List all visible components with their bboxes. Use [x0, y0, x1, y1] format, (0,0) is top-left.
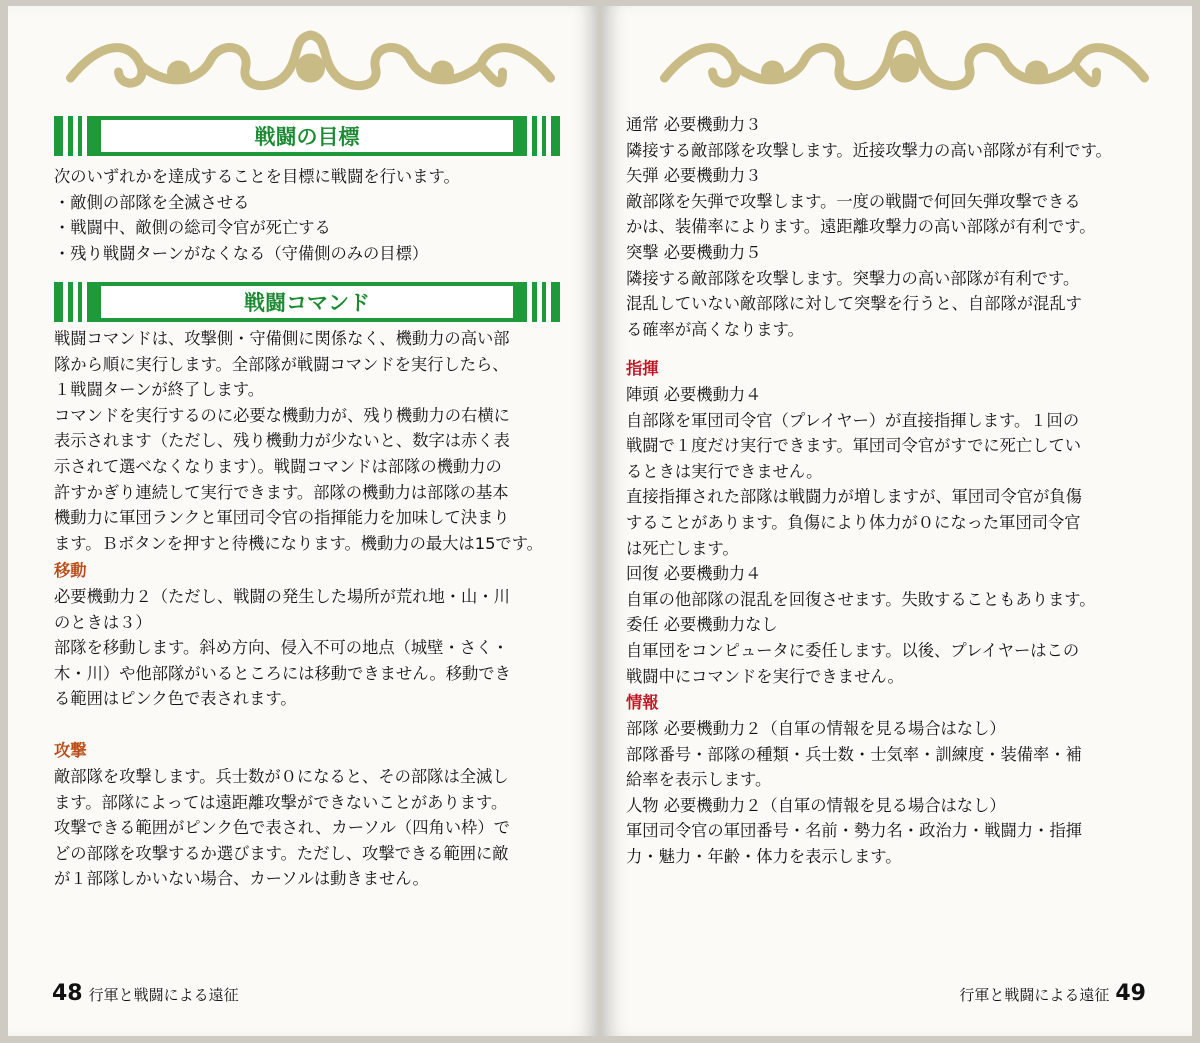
- info-heading: 情報: [626, 693, 659, 712]
- ornament-scroll-icon: [58, 20, 563, 100]
- attack-heading: 攻撃: [54, 741, 87, 760]
- move-heading: 移動: [54, 561, 87, 580]
- section-header-battle-goal: [54, 116, 560, 156]
- page-number: 49: [1115, 981, 1146, 1006]
- command-intro-text: 戦闘コマンドは、攻撃側・守備側に関係なく、機動力の高い部 隊から順に実行します。全部隊が戦闘コマンドを実行したら、 １戦闘ターンが終了します。 コマンドを実行するのに必要な機動力が、残り機動力の右横に 表示されます（ただし、残り機動力が少ないと、数字は赤く表 示されて選べなくなります）。戦闘コマンドは部隊の機動力の 許すかぎり連続して実行できます。部隊の機動力は部隊の基本 機動力に軍団ランクと軍団司令官の指揮能力を加味して決まり ます。Ｂボタンを押すと待機になります。機動力の最大は15です。: [54, 329, 543, 553]
- left-footer: [52, 981, 239, 1006]
- right-page: [602, 6, 1192, 1036]
- attack-options-text: 通常 必要機動力３ 隣接する敵部隊を攻撃します。近接攻撃力の高い部隊が有利です。 矢弾 必要機動力３ 敵部隊を矢弾で攻撃します。一度の戦闘で何回矢弾攻撃できる かは、装備率によります。遠距離攻撃力の高い部隊が有利です。 突撃 必要機動力５ 隣接する敵部隊を攻撃します。突撃力の高い部隊が有利です。 混乱していない敵部隊に対して突撃を行うと、自部隊が混乱す る確率が高くなります。: [626, 115, 1112, 339]
- command-heading: 指揮: [626, 359, 659, 378]
- info-options-text: 部隊 必要機動力２（自軍の情報を見る場合はなし） 部隊番号・部隊の種類・兵士数・士気率・訓練度・装備率・補 給率を表示します。 人物 必要機動力２（自軍の情報を見る場合はなし） 軍団司令官の軍団番号・名前・勢力名・政治力・戦闘力・指揮 力・魅力・年齢・体力を表示します。: [626, 719, 1082, 866]
- ornament-scroll-icon: [652, 20, 1157, 100]
- page-number: 48: [52, 981, 83, 1006]
- move-text: 必要機動力２（ただし、戦闘の発生した場所が荒れ地・山・川 のときは３） 部隊を移動します。斜め方向、侵入不可の地点（城壁・さく・ 木・川）や他部隊がいるところには移動できません。移動でき る範囲はピンク色で表されます。: [54, 587, 511, 709]
- goal-text: 次のいずれかを達成することを目標に戦闘を行います。 ・敵側の部隊を全滅させる ・戦闘中、敵側の総司令官が死亡する ・残り戦闘ターンがなくなる（守備側のみの目標）: [54, 167, 460, 263]
- section-header-text: 戦闘の目標: [98, 120, 516, 152]
- section-header-battle-command: [54, 282, 560, 322]
- footer-title: 行軍と戦闘による遠征: [959, 986, 1110, 1004]
- left-page: [8, 6, 598, 1036]
- right-footer: [959, 981, 1146, 1006]
- footer-title: 行軍と戦闘による遠征: [88, 986, 239, 1004]
- section-header-text: 戦闘コマンド: [98, 286, 516, 318]
- attack-text: 敵部隊を攻撃します。兵士数が０になると、その部隊は全滅し ます。部隊によっては遠距離攻撃ができないことがあります。 攻撃できる範囲がピンク色で表され、カーソル（四角い枠）で どの部隊を攻撃するか選びます。ただし、攻撃できる範囲に敵 が１部隊しかいない場合、カーソルは動きません。: [54, 767, 510, 889]
- command-options-text: 陣頭 必要機動力４ 自部隊を軍団司令官（プレイヤー）が直接指揮します。１回の 戦闘で１度だけ実行できます。軍団司令官がすでに死亡してい るときは実行できません。 直接指揮された部隊は戦闘力が増しますが、軍団司令官が負傷 することがあります。負傷により体力が０になった軍団司令官 は死亡します。 回復 必要機動力４ 自軍の他部隊の混乱を回復させます。失敗することもあります。 委任 必要機動力なし 自軍団をコンピュータに委任します。以後、プレイヤーはこの 戦闘中にコマンドを実行できません。: [626, 385, 1096, 686]
